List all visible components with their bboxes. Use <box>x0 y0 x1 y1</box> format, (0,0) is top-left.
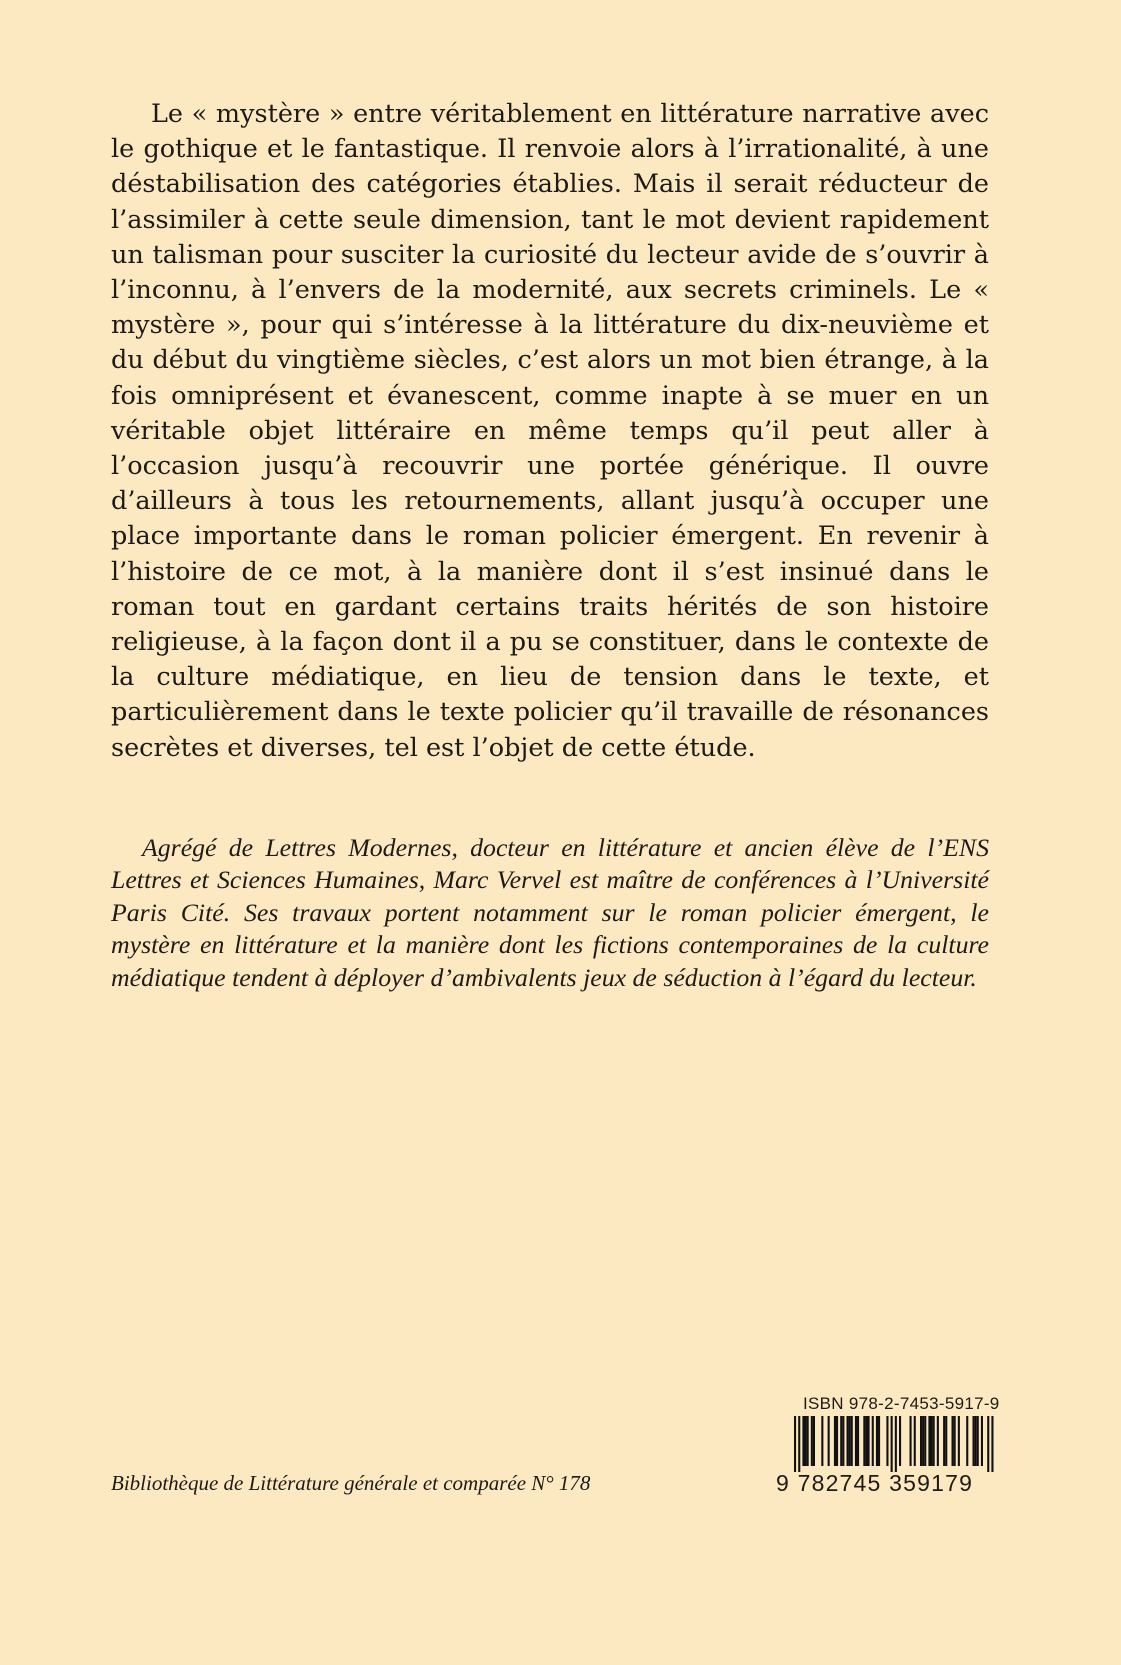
barcode-bar <box>836 1416 838 1466</box>
author-bio: Agrégé de Lettres Modernes, docteur en littérature et ancien élève de l’ENS Lettres et Sciences Humaines, Marc Vervel est maître de conférences à l’Université Paris Cité. Ses travaux portent notamment sur le roman policier émergent, le mystère en littérature et la manière dont les fictions contemporaines de la culture médiatique tendent à déployer d’ambivalents jeux de séduction à l’égard du lecteur. <box>111 833 989 992</box>
isbn-label: ISBN 978-2-7453-5917-9 <box>803 1394 1000 1413</box>
barcode-bar <box>937 1416 939 1466</box>
barcode-bar <box>954 1416 956 1466</box>
barcode-bar <box>840 1416 842 1466</box>
barcode-bar <box>977 1416 979 1466</box>
barcode-bar <box>924 1416 926 1466</box>
barcode-bar <box>920 1416 922 1466</box>
barcode-bar <box>821 1416 823 1466</box>
barcode-bar <box>975 1416 977 1466</box>
barcode-bar <box>952 1416 954 1466</box>
barcode-bar <box>849 1416 851 1466</box>
barcode-bar <box>899 1416 901 1466</box>
barcode-digits: 9 782745 359179 <box>776 1470 974 1496</box>
barcode-bar <box>863 1416 865 1466</box>
barcode-bar <box>931 1416 933 1466</box>
barcode-bar <box>895 1416 897 1472</box>
barcode-icon <box>776 1416 1016 1472</box>
barcode-bar <box>842 1416 844 1466</box>
barcode-bar <box>813 1416 815 1466</box>
barcode-bar <box>798 1416 800 1472</box>
barcode-bar <box>851 1416 853 1466</box>
summary-paragraph: Le « mystère » entre véritablement en littérature narrative avec le gothique et le fantastique. Il renvoie alors à l’irrationalité, à une déstabilisation des catégories établies. Mais il serait réducteur de l’assimiler à cette seule dimension, tant le mot devient rapidement un talisman pour susciter la curiosité du lecteur avide de s’ouvrir à l’inconnu, à l’envers de la modernité, aux secrets criminels. Le « mystère », pour qui s’intéresse à la littérature du dix-neuvième et du début du vingtième siècles, c’est alors un mot bien étrange, à la fois omniprésent et évanescent, comme inapte à se muer en un véritable objet littéraire en même temps qu’il peut aller à l’occasion jusqu’à recouvrir une portée générique. Il ouvre d’ailleurs à tous les retournements, allant jusqu’à occuper une place importante dans le roman policier émergent. En revenir à l’histoire de ce mot, à la manière dont il s’est insinué dans le roman tout en gardant certains traits hérités de son histoire religieuse, à la façon dont il a pu se constituer, dans le contexte de la culture médiatique, en lieu de tension dans le texte, et particulièrement dans le texte policier qu’il travaille de résonances secrètes et diverses, tel est l’objet de cette étude. <box>111 99 989 763</box>
barcode-bar <box>981 1416 983 1466</box>
barcode-bar <box>928 1416 930 1466</box>
barcode-bar <box>943 1416 945 1466</box>
barcode-bar <box>876 1416 878 1466</box>
series-title: Bibliothèque de Littérature générale et comparée N° 178 <box>111 1471 591 1495</box>
barcode-bar <box>857 1416 859 1466</box>
barcode-bar <box>891 1416 893 1472</box>
barcode-bar <box>828 1416 830 1466</box>
barcode-bar <box>933 1416 935 1466</box>
barcode-bar <box>973 1416 975 1466</box>
barcode-bar <box>886 1416 888 1466</box>
barcode-bar <box>987 1416 989 1472</box>
barcode-bar <box>958 1416 960 1466</box>
barcode-bar <box>865 1416 867 1466</box>
barcode-bar <box>807 1416 809 1466</box>
barcode-bar <box>914 1416 916 1466</box>
barcode-bar <box>872 1416 874 1466</box>
barcode-bar <box>991 1416 993 1472</box>
barcode-bar <box>847 1416 849 1466</box>
barcode-bar <box>966 1416 968 1466</box>
barcode-bar <box>878 1416 880 1466</box>
barcode-bar <box>910 1416 912 1466</box>
barcode-bar <box>802 1416 804 1466</box>
isbn-barcode <box>776 1394 1016 1498</box>
barcode-bar <box>811 1416 813 1466</box>
barcode-bar <box>805 1416 807 1466</box>
barcode-bar <box>855 1416 857 1466</box>
barcode-bar <box>794 1416 796 1472</box>
barcode-bar <box>868 1416 870 1466</box>
barcode-bar <box>922 1416 924 1466</box>
barcode-bar <box>945 1416 947 1466</box>
barcode-bar <box>834 1416 836 1466</box>
